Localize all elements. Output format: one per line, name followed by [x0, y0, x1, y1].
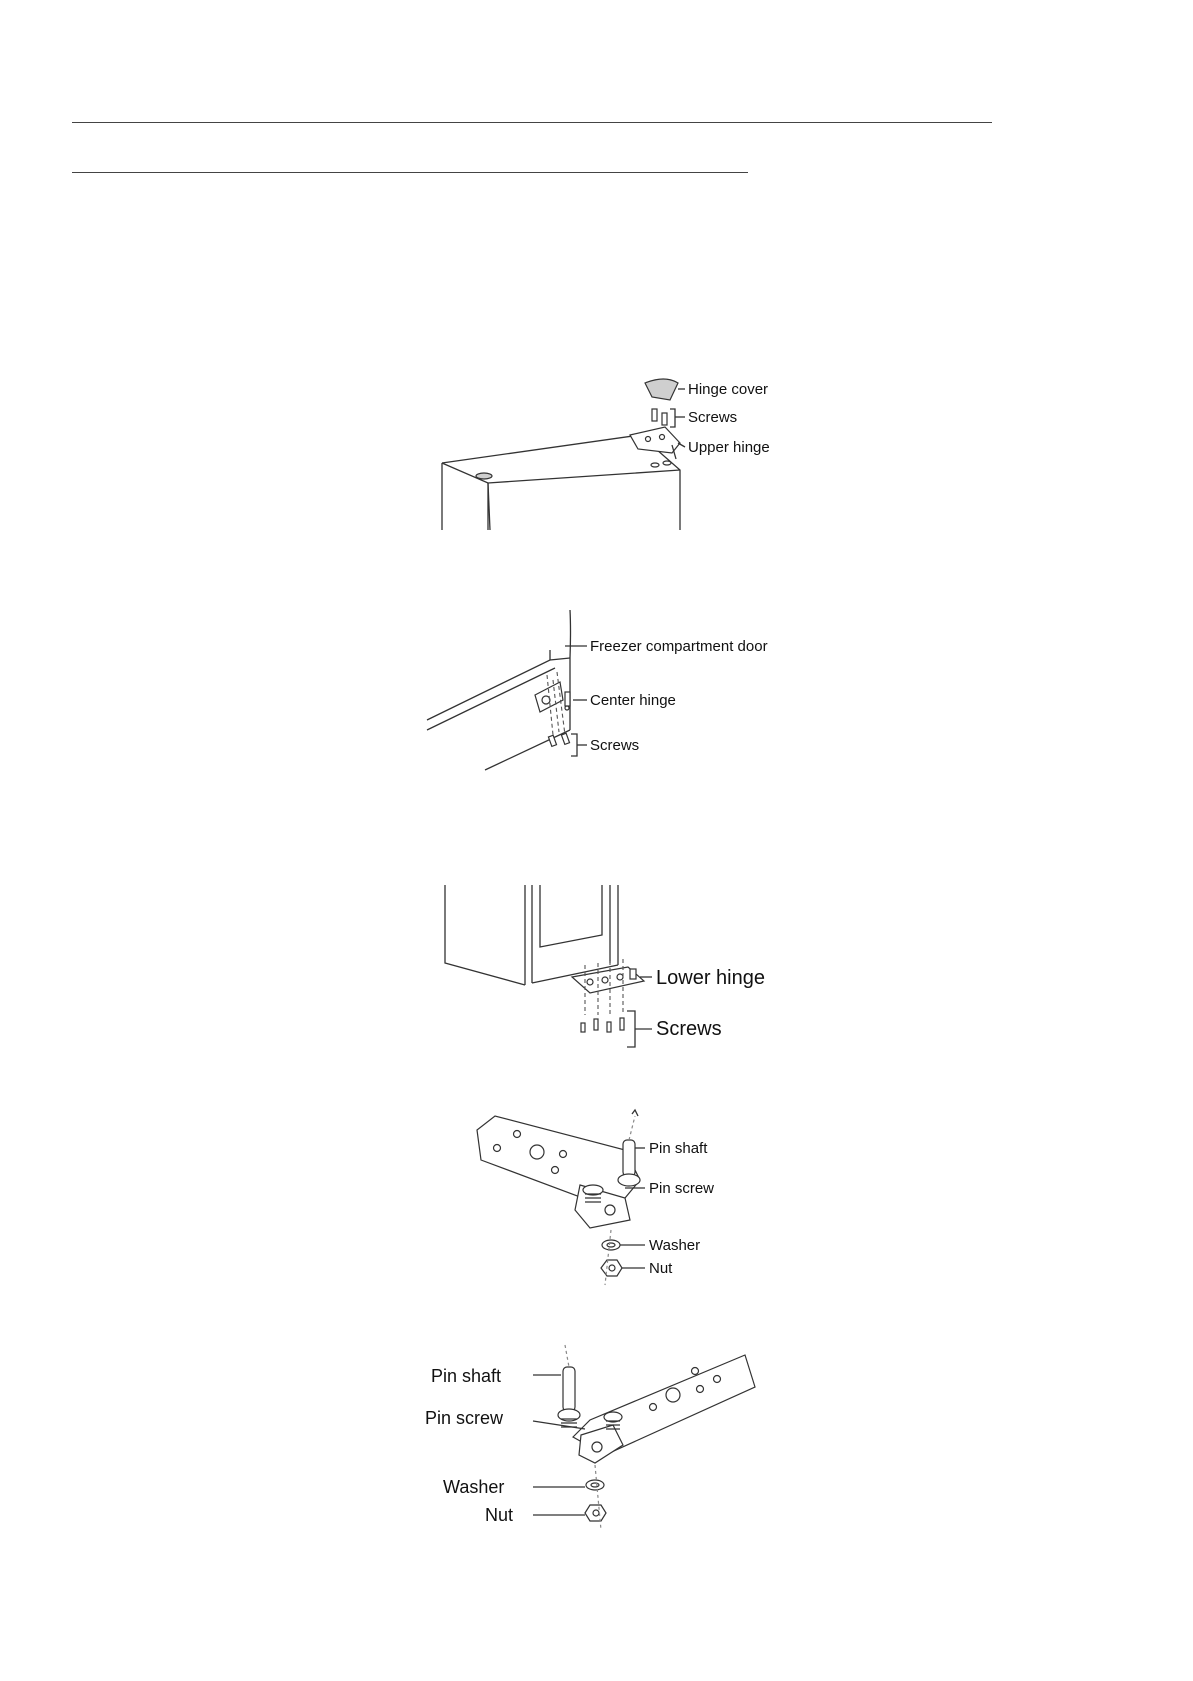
- label-nut: Nut: [485, 1505, 514, 1525]
- center-hinge-illustration: [425, 610, 785, 770]
- label-pin-screw: Pin screw: [425, 1408, 504, 1428]
- label-screws: Screws: [688, 409, 738, 426]
- pin-right-illustration: [475, 1110, 765, 1285]
- label-lower-hinge: Lower hinge: [656, 967, 765, 989]
- label-washer: Washer: [443, 1477, 505, 1497]
- pin-left-illustration: [425, 1345, 765, 1530]
- label-center-hinge: Center hinge: [590, 692, 676, 709]
- figure-pin-right: [475, 1110, 765, 1285]
- lower-hinge-illustration: [440, 885, 780, 1050]
- hinge-cover-icon: [645, 379, 678, 400]
- label-pin-shaft: Pin shaft: [649, 1140, 708, 1157]
- figure-center-hinge: [425, 610, 785, 770]
- upper-hinge-illustration: [440, 375, 780, 530]
- label-washer: Washer: [649, 1237, 701, 1254]
- header-rule-top: [72, 122, 992, 123]
- label-nut: Nut: [649, 1260, 673, 1277]
- label-screws: Screws: [590, 737, 640, 754]
- label-freezer-door: Freezer compartment door: [590, 638, 768, 655]
- label-pin-shaft: Pin shaft: [431, 1366, 502, 1386]
- figure-lower-hinge: [440, 885, 780, 1050]
- label-hinge-cover: Hinge cover: [688, 381, 769, 398]
- label-pin-screw: Pin screw: [649, 1180, 715, 1197]
- header-rule-bottom: [72, 172, 748, 173]
- label-screws: Screws: [656, 1018, 722, 1040]
- label-upper-hinge: Upper hinge: [688, 439, 770, 456]
- figure-pin-left: [425, 1345, 765, 1530]
- figure-upper-hinge: [440, 375, 780, 530]
